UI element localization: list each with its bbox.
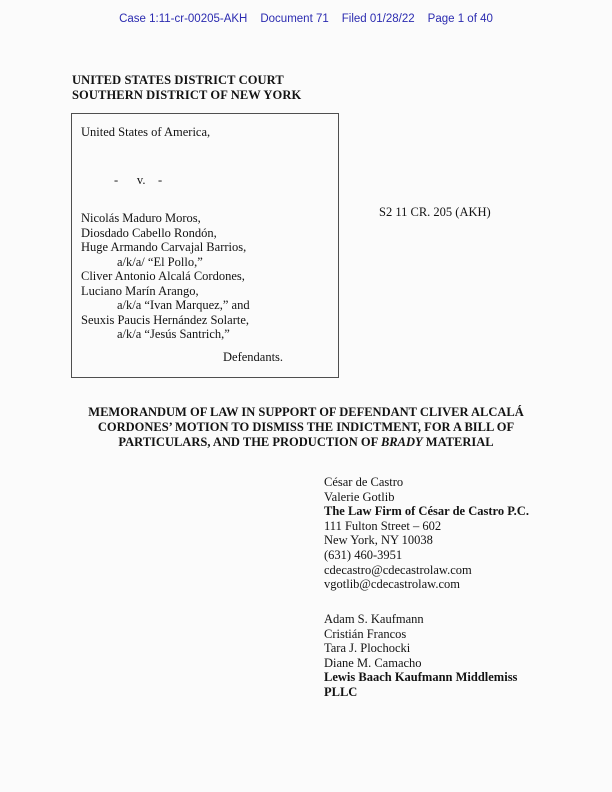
title-line-3-pre: PARTICULARS, AND THE PRODUCTION OF [118, 435, 381, 449]
defendants-list [81, 211, 330, 342]
defendant-line: Luciano Marín Arango, [81, 283, 199, 298]
court-district: SOUTHERN DISTRICT OF NEW YORK [72, 87, 302, 102]
memorandum-title [72, 405, 540, 450]
defendant-line: Cliver Antonio Alcalá Cordones, [81, 269, 245, 283]
case-number: S2 11 CR. 205 (AKH) [379, 205, 491, 219]
defendant-line: Nicolás Maduro Moros, [81, 211, 201, 225]
court-heading [72, 73, 301, 102]
defendant-line: Huge Armando Carvajal Barrios, [81, 240, 247, 254]
stamp-document-number: Document 71 [260, 13, 329, 25]
brady-italic-citation: BRADY [380, 435, 423, 449]
title-line-3-post: MATERIAL [422, 435, 494, 449]
ecf-stamp [0, 13, 612, 25]
defendant-line: a/k/a/ “El Pollo,” [117, 254, 203, 269]
stamp-filed-date: Filed 01/28/22 [341, 13, 415, 25]
defendant-line: a/k/a “Jesús Santrich,” [117, 327, 230, 341]
counsel-line: (631) 460-3951 [324, 547, 403, 562]
counsel-line: cdecastro@cdecastrolaw.com [324, 562, 472, 577]
stamp-page-count: Page 1 of 40 [427, 13, 493, 25]
defendant-line: a/k/a “Ivan Marquez,” and [117, 298, 250, 312]
counsel-line: PLLC [324, 684, 358, 699]
counsel-block-de-castro [324, 475, 564, 592]
counsel-line: Cristián Francos [324, 626, 407, 641]
defendant-line: Diosdado Cabello Rondón, [81, 225, 217, 240]
counsel-line: Tara J. Plochocki [324, 641, 411, 656]
counsel-line: vgotlib@cdecastrolaw.com [324, 577, 461, 592]
counsel-line: Adam S. Kaufmann [324, 612, 424, 626]
court-name: UNITED STATES DISTRICT COURT [72, 73, 284, 87]
plaintiff-name: United States of America, [81, 125, 211, 139]
counsel-line: Lewis Baach Kaufmann Middlemiss [324, 670, 518, 685]
counsel-block-lewis-baach [324, 612, 564, 700]
counsel-line: The Law Firm of César de Castro P.C. [324, 504, 529, 519]
counsel-line: Diane M. Camacho [324, 655, 422, 670]
defendant-line: Seuxis Paucis Hernández Solarte, [81, 312, 250, 327]
versus-line: - v. - [114, 172, 163, 187]
counsel-line: New York, NY 10038 [324, 533, 433, 548]
counsel-line: Valerie Gotlib [324, 489, 395, 504]
case-caption-box [71, 113, 339, 378]
counsel-line: 111 Fulton Street – 602 [324, 518, 442, 533]
title-line-1: MEMORANDUM OF LAW IN SUPPORT OF DEFENDANT CLIVER ALCALÁ [88, 405, 524, 419]
stamp-case-number: Case 1:11-cr-00205-AKH [119, 13, 248, 25]
defendants-label: Defendants. [223, 349, 284, 364]
counsel-line: César de Castro [324, 475, 404, 489]
title-line-3 [72, 435, 540, 450]
title-line-2: CORDONES’ MOTION TO DISMISS THE INDICTMENT, FOR A BILL OF [97, 420, 515, 434]
